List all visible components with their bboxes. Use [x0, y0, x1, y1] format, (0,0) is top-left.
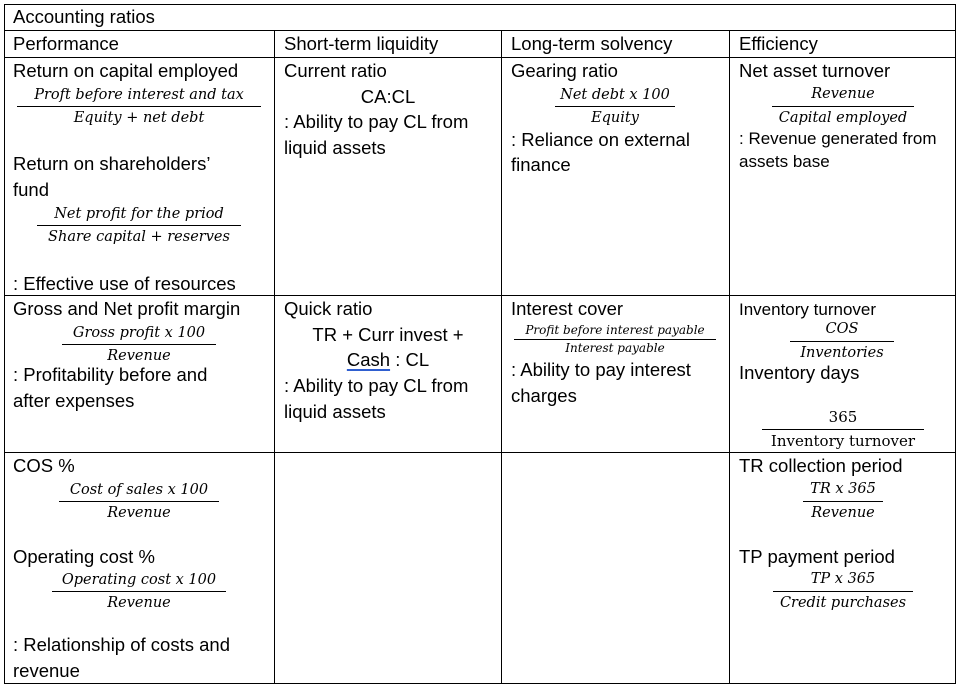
roce-formula — [17, 84, 261, 129]
opcost-formula — [52, 569, 226, 614]
gearing-numerator: Net debt x 100 — [555, 84, 675, 107]
quick-note-line-2: liquid assets — [284, 401, 386, 422]
cos-formula — [59, 479, 219, 524]
interest-cover-note-line-1: : Ability to pay interest — [511, 359, 691, 380]
gearing-note-line-2: finance — [511, 154, 571, 175]
quick-formula-line-2 — [284, 347, 492, 373]
cost-note-line-1: : Relationship of costs and — [13, 634, 230, 655]
opcost-label: Operating cost % — [13, 546, 155, 567]
inventory-turnover-formula — [790, 318, 894, 365]
nat-denominator: Capital employed — [778, 110, 908, 126]
tp-payment-formula — [773, 568, 913, 615]
interest-cover-label: Interest cover — [511, 298, 624, 319]
header-efficiency: Efficiency — [739, 33, 818, 54]
nat-formula — [772, 83, 914, 130]
margin-denominator: Revenue — [107, 348, 171, 364]
opcost-denominator: Revenue — [107, 595, 171, 611]
rosf-numerator: Net profit for the priod — [37, 203, 241, 226]
column-divider-3 — [729, 30, 730, 684]
opcost-numerator: Operating cost x 100 — [52, 569, 226, 592]
quick-formula-line-1: TR + Curr invest + — [312, 324, 464, 345]
tp-payment-numerator: TP x 365 — [773, 568, 913, 592]
margin-numerator: Gross profit x 100 — [62, 322, 216, 345]
header-short-term-liquidity: Short-term liquidity — [284, 33, 439, 54]
inventory-days-denominator: Inventory turnover — [770, 432, 916, 450]
cos-denominator: Revenue — [107, 505, 171, 521]
tr-collection-denominator: Revenue — [811, 505, 875, 521]
margin-note-line-2: after expenses — [13, 390, 135, 411]
current-ratio-formula: CA:CL — [360, 86, 416, 107]
nat-note-line-1: : Revenue generated from — [739, 129, 937, 148]
quick-formula-cash: Cash — [346, 349, 391, 370]
header-performance: Performance — [13, 33, 119, 54]
nat-numerator: Revenue — [772, 83, 914, 107]
tr-collection-label: TR collection period — [739, 455, 903, 476]
inventory-turnover-numerator: COS — [790, 318, 894, 342]
roce-numerator: Proft before interest and tax — [17, 84, 261, 107]
rosf-label-line-2: fund — [13, 179, 50, 200]
inventory-days-formula — [762, 406, 924, 453]
tp-payment-label: TP payment period — [739, 546, 895, 567]
current-note-line-2: liquid assets — [284, 137, 386, 158]
roce-label: Return on capital employed — [13, 60, 239, 81]
table-title: Accounting ratios — [13, 6, 155, 27]
gearing-note-line-1: : Reliance on external — [511, 129, 690, 150]
interest-cover-numerator: Profit before interest payable — [514, 322, 716, 340]
nat-label: Net asset turnover — [739, 60, 891, 81]
cost-note-line-2: revenue — [13, 660, 80, 681]
gearing-label: Gearing ratio — [511, 60, 618, 81]
tp-payment-denominator: Credit purchases — [779, 595, 907, 611]
interest-cover-note-line-2: charges — [511, 385, 577, 406]
tr-collection-numerator: TR x 365 — [803, 478, 883, 502]
cos-numerator: Cost of sales x 100 — [59, 479, 219, 502]
quick-note-line-1: : Ability to pay CL from — [284, 375, 469, 396]
interest-cover-denominator: Interest payable — [565, 341, 665, 355]
rosf-formula — [37, 203, 241, 248]
rosf-denominator: Share capital + reserves — [48, 229, 230, 245]
roce-denominator: Equity + net debt — [73, 110, 205, 126]
rosf-note: : Effective use of resources — [13, 273, 236, 294]
margin-note-line-1: : Profitability before and — [13, 364, 208, 385]
inventory-days-label: Inventory days — [739, 362, 860, 383]
quick-formula-cl: : CL — [390, 349, 430, 370]
inventory-days-numerator: 365 — [762, 406, 924, 430]
inventory-turnover-denominator: Inventories — [800, 345, 884, 361]
margin-formula — [62, 322, 216, 367]
current-ratio-label: Current ratio — [284, 60, 387, 81]
interest-cover-formula — [514, 322, 716, 357]
rosf-label-line-1: Return on shareholders’ — [13, 153, 211, 174]
margin-label: Gross and Net profit margin — [13, 298, 241, 319]
nat-note-line-2: assets base — [739, 152, 830, 171]
column-divider-1 — [274, 30, 275, 684]
gearing-denominator: Equity — [591, 110, 639, 126]
quick-ratio-label: Quick ratio — [284, 298, 373, 319]
inventory-turnover-label: Inventory turnover — [739, 300, 877, 319]
header-long-term-solvency: Long-term solvency — [511, 33, 673, 54]
cos-label: COS % — [13, 455, 75, 476]
current-note-line-1: : Ability to pay CL from — [284, 111, 469, 132]
tr-collection-formula — [803, 478, 883, 525]
gearing-formula — [555, 84, 675, 129]
column-divider-2 — [501, 30, 502, 684]
